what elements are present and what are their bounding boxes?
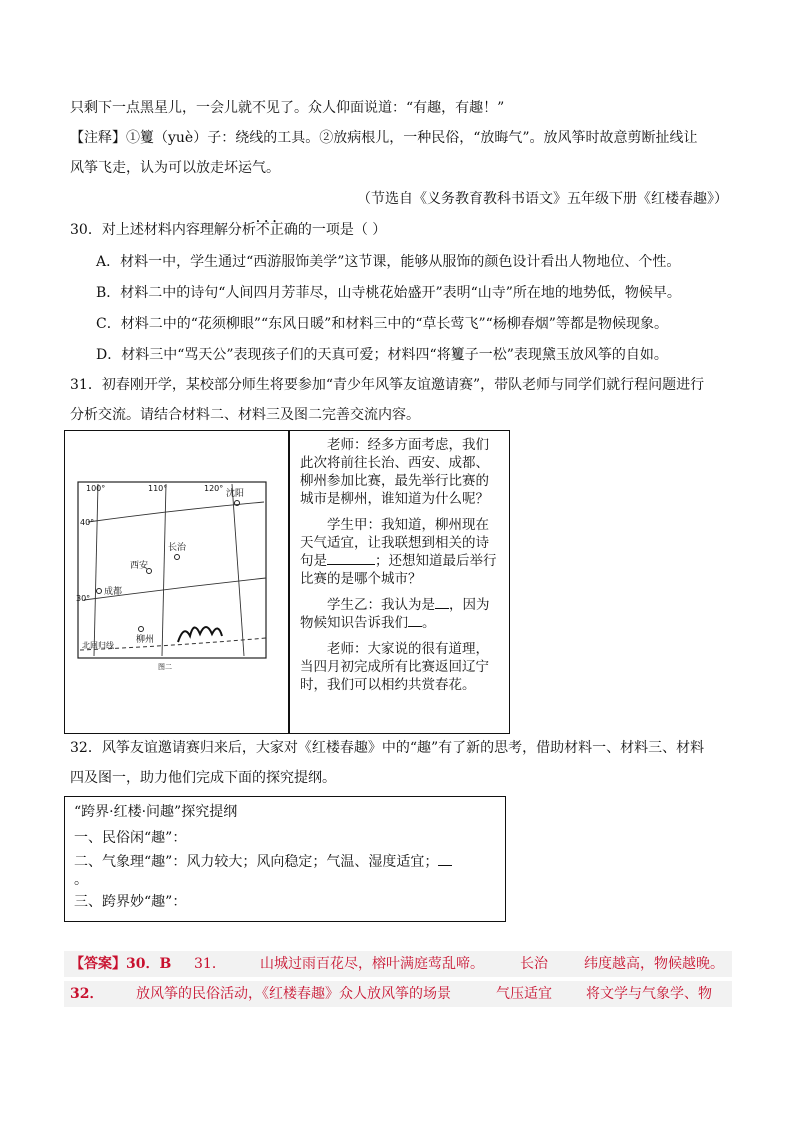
teacher-line-2: 老师：大家说的很有道理，当四月初完成所有比赛返回辽宁时，我们可以相约共赏春花。 bbox=[300, 641, 489, 693]
answer-q32-item-1: 放风筝的民俗活动，《红楼春趣》众人放风筝的场景 bbox=[136, 986, 451, 1002]
note-line-2: 风筝飞走，认为可以放走坏运气。 bbox=[70, 160, 280, 176]
answer-blank[interactable] bbox=[438, 853, 452, 866]
lon-label-100: 100° bbox=[86, 484, 106, 493]
answer-blank[interactable] bbox=[327, 552, 375, 565]
city-dot-liuzhou bbox=[138, 626, 144, 632]
student-a-line: 学生甲：我知道，柳州现在天气适宜，让我联想到相关的诗句是 ；还想知道最后举行比赛的是哪个城市？ bbox=[300, 517, 497, 587]
q30-stem: 30．对上述材料内容理解分析不正确 • • •的一项是（ ） bbox=[70, 220, 386, 240]
tropic-label: 北回归线 bbox=[82, 641, 114, 650]
lon-label-120: 120° bbox=[204, 484, 224, 493]
map-figure bbox=[74, 480, 270, 680]
answer-q32-number: 32． bbox=[70, 986, 104, 1002]
city-dot-changzhi bbox=[174, 554, 180, 560]
city-chengdu: 成都 bbox=[104, 587, 123, 597]
answer-row-1 bbox=[64, 951, 732, 977]
outline-item-3: 三、跨界妙“趣”： bbox=[74, 894, 187, 910]
dialogue-panel bbox=[290, 432, 508, 732]
q31-stem-line-2: 分析交流。请结合材料二、材料三及图二完善交流内容。 bbox=[70, 407, 420, 423]
q30-option-b: B．材料二中的诗句“人间四月芳菲尽，山寺桃花始盛开”表明“山寺”所在地的地势低，物候早。 bbox=[96, 285, 681, 301]
answer-q31-number: 31． bbox=[194, 956, 226, 972]
city-liuzhou: 柳州 bbox=[136, 635, 155, 645]
q30-option-d: D．材料三中“骂天公”表现孩子们的天真可爱；材料四“将籰子一松”表现黛玉放风筝的自如。 bbox=[96, 347, 668, 363]
map-caption: 图二 bbox=[158, 663, 172, 671]
student-b-line: 学生乙：我认为是 ，因为物候知识告诉我们 。 bbox=[300, 597, 490, 631]
answer-blank[interactable] bbox=[408, 614, 422, 627]
city-changzhi: 长治 bbox=[168, 543, 187, 553]
q30-option-c: C．材料二中的“花须柳眼”“东风日暖”和材料三中的“草长莺飞”“杨柳春烟”等都是物候现象。 bbox=[96, 316, 668, 332]
outline-item-2: 二、气象理“趣”：风力较大；风向稳定；气温、湿度适宜； bbox=[74, 852, 452, 872]
outline-item-1: 一、民俗闲“趣”： bbox=[74, 830, 187, 846]
answer-q31-reason: 纬度越高，物候越晚。 bbox=[584, 956, 724, 972]
city-dot-shenyang bbox=[234, 500, 240, 506]
answer-blank[interactable] bbox=[435, 596, 449, 609]
answer-row-2 bbox=[64, 981, 732, 1007]
source-citation: （节选自《义务教育教科书语文》五年级下册《红楼春趣》） bbox=[357, 191, 728, 207]
lon-label-110: 110° bbox=[148, 484, 168, 493]
city-xian: 西安 bbox=[130, 561, 149, 571]
outline-title: “跨界·红楼·问趣”探究提纲 bbox=[74, 804, 238, 820]
teacher-line-1: 老师：经多方面考虑，我们此次将前往长治、西安、成都、柳州参加比赛，最先举行比赛的城市是柳州，谁知道为什么呢？ bbox=[300, 437, 489, 507]
lat-label-40: 40° bbox=[80, 518, 95, 527]
answer-label: 【答案】30．B bbox=[70, 956, 172, 972]
answer-q32-item-3: 将文学与气象学、物 bbox=[586, 986, 712, 1002]
answer-q32-item-2: 气压适宜 bbox=[496, 986, 552, 1002]
city-dot-xian bbox=[146, 568, 152, 574]
city-dot-chengdu bbox=[96, 588, 102, 594]
q31-stem-line-1: 31．初春刚开学，某校部分师生将要参加“青少年风筝友谊邀请赛”，带队老师与同学们就行程问题进行 bbox=[70, 377, 705, 393]
q30-emphasis: 不正确 • • • bbox=[256, 222, 298, 238]
note-line-1: 【注释】①籰（yuè）子：绕线的工具。②放病根儿，一种民俗，“放晦气”。放风筝时故意剪断扯线让 bbox=[70, 130, 698, 146]
answer-q31-poem: 山城过雨百花尽，榕叶满庭莺乱啼。 bbox=[260, 956, 484, 972]
outline-item-2-end: 。 bbox=[74, 872, 88, 888]
lat-label-30: 30° bbox=[76, 594, 91, 603]
q30-option-a: A．材料一中，学生通过“西游服饰美学”这节课，能够从服饰的颜色设计看出人物地位、个性。 bbox=[96, 254, 681, 270]
answer-q31-city: 长治 bbox=[520, 956, 548, 972]
city-shenyang: 沈阳 bbox=[226, 489, 245, 499]
passage-last-line: 只剩下一点黑星儿，一会儿就不见了。众人仰面说道：“有趣，有趣！” bbox=[70, 100, 505, 116]
q32-stem-line-1: 32．风筝友谊邀请赛归来后，大家对《红楼春趣》中的“趣”有了新的思考，借助材料一、材料三、材料 bbox=[70, 740, 705, 756]
q32-stem-line-2: 四及图一，助力他们完成下面的探究提纲。 bbox=[70, 770, 336, 786]
